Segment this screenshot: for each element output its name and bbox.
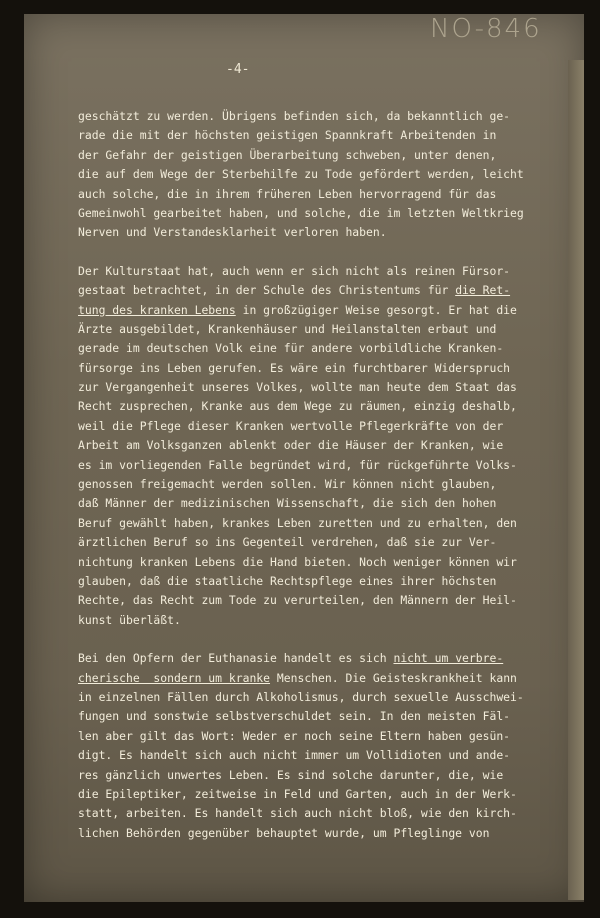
- text-segment: in großzügiger Weise gesorgt. Er hat die: [235, 302, 517, 317]
- text-line: [78, 223, 578, 242]
- text-segment: glauben, daß die staatliche Rechtspflege eines ihrer höchsten: [78, 573, 497, 588]
- text-segment: zur Vergangenheit unseres Volkes, wollte man heute dem Staat das: [78, 380, 517, 395]
- text-segment: fürsorge ins Leben gerufen. Es wäre ein furchtbarer Widerspruch: [78, 360, 511, 375]
- text-line: [78, 378, 578, 397]
- text-line: [78, 514, 578, 533]
- text-segment: kunst überläßt.: [78, 612, 181, 627]
- text-segment: Beruf gewählt haben, krankes Leben zuretten und zu erhalten, den: [78, 515, 517, 530]
- text-line: [78, 533, 578, 552]
- text-line: [78, 824, 578, 843]
- typewritten-body: [78, 107, 578, 862]
- text-segment: len aber gilt das Wort: Weder er noch seine Eltern haben gesün-: [78, 728, 511, 743]
- text-line: [78, 688, 578, 707]
- text-segment: res gänzlich unwertes Leben. Es sind solche darunter, die, wie: [78, 767, 504, 782]
- text-line: [78, 146, 578, 165]
- text-segment: der Gefahr der geistigen Überarbeitung schweben, unter denen,: [78, 147, 497, 162]
- text-segment: Menschen. Die Geisteskrankheit kann: [270, 670, 517, 685]
- text-line: [78, 572, 578, 591]
- text-segment: digt. Es handelt sich auch nicht immer um Vollidioten und ande-: [78, 748, 511, 763]
- text-segment: Ärzte ausgebildet, Krankenhäuser und Heilanstalten erbaut und: [78, 321, 497, 336]
- text-line: [78, 281, 578, 300]
- text-segment: Bei den Opfern der Euthanasie handelt es sich: [78, 651, 394, 666]
- text-line: [78, 591, 578, 610]
- text-segment: Recht zusprechen, Kranke aus dem Wege zu räumen, einzig deshalb,: [78, 399, 517, 414]
- text-line: [78, 126, 578, 145]
- text-line: [78, 766, 578, 785]
- underlined-phrase: nicht um verbre-: [393, 651, 504, 666]
- text-segment: die auf dem Wege der Sterbehilfe zu Tode gefördert werden, leicht: [78, 167, 524, 182]
- text-segment: nichtung kranken Lebens die Hand bieten. Noch weniger können wir: [78, 554, 517, 569]
- underlined-phrase: die Ret-: [455, 283, 511, 298]
- text-line: [78, 611, 578, 630]
- text-line: [78, 339, 578, 358]
- text-line: [78, 107, 578, 126]
- text-line: [78, 804, 578, 823]
- text-line: [78, 262, 578, 281]
- text-line: [78, 456, 578, 475]
- text-segment: weil die Pflege dieser Kranken wertvolle Pflegerkräfte von der: [78, 418, 504, 433]
- text-segment: die Epileptiker, zeitweise in Feld und Garten, auch in der Werk-: [78, 786, 517, 801]
- text-segment: es im vorliegenden Falle begründet wird, für rückgeführte Volks-: [78, 457, 517, 472]
- text-line: [78, 649, 578, 668]
- text-line: [78, 746, 578, 765]
- text-segment: in einzelnen Fällen durch Alkoholismus, durch sexuelle Ausschwei-: [78, 689, 524, 704]
- text-segment: Rechte, das Recht zum Tode zu verurteilen, den Männern der Heil-: [78, 593, 517, 608]
- text-segment: gestaat betrachtet, in der Schule des Christentums für: [78, 283, 456, 298]
- page-number: -4-: [226, 62, 250, 77]
- text-segment: auch solche, die in ihrem früheren Leben hervorragend für das: [78, 186, 497, 201]
- text-line: [78, 359, 578, 378]
- text-segment: daß Männer der medizinischen Wissenschaft, die sich den hohen: [78, 496, 497, 511]
- text-line: [78, 301, 578, 320]
- text-segment: geschätzt zu werden. Übrigens befinden sich, da bekanntlich ge-: [78, 109, 511, 123]
- text-segment: Gemeinwohl gearbeitet haben, und solche, die im letzten Weltkrieg: [78, 205, 524, 220]
- text-line: [78, 320, 578, 339]
- text-line: [78, 397, 578, 416]
- text-line: [78, 494, 578, 513]
- text-line: [78, 436, 578, 455]
- text-segment: lichen Behörden gegenüber behauptet wurde, um Pfleglinge von: [78, 825, 490, 840]
- archive-number-mark: NO-846: [430, 14, 542, 44]
- text-segment: gerade im deutschen Volk eine für andere vorbildliche Kranken-: [78, 341, 504, 356]
- text-line: [78, 185, 578, 204]
- text-line: [78, 417, 578, 436]
- text-line: [78, 727, 578, 746]
- text-line: [78, 785, 578, 804]
- text-segment: Nerven und Verstandesklarheit verloren haben.: [78, 225, 387, 240]
- text-line: [78, 669, 578, 688]
- text-segment: ärztlichen Beruf so ins Gegenteil verdrehen, daß sie zur Ver-: [78, 535, 497, 550]
- text-segment: statt, arbeiten. Es handelt sich auch nicht bloß, wie den kirch-: [78, 806, 517, 821]
- paragraph-1: [78, 107, 578, 243]
- underlined-phrase: tung des kranken Lebens: [78, 302, 236, 317]
- text-segment: Arbeit am Volksganzen ablenkt oder die Häuser der Kranken, wie: [78, 438, 504, 453]
- text-line: [78, 475, 578, 494]
- text-segment: genossen freigemacht werden sollen. Wir können nicht glauben,: [78, 477, 497, 492]
- text-line: [78, 204, 578, 223]
- text-line: [78, 165, 578, 184]
- paragraph-2: [78, 262, 578, 630]
- text-line: [78, 553, 578, 572]
- text-segment: rade die mit der höchsten geistigen Spannkraft Arbeitenden in: [78, 128, 497, 143]
- underlined-phrase: cherische sondern um kranke: [78, 670, 271, 685]
- text-segment: Der Kulturstaat hat, auch wenn er sich nicht als reinen Fürsor-: [78, 263, 511, 278]
- text-segment: fungen und sonstwie selbstverschuldet sein. In den meisten Fäl-: [78, 709, 511, 724]
- paragraph-3: [78, 649, 578, 843]
- text-line: [78, 707, 578, 726]
